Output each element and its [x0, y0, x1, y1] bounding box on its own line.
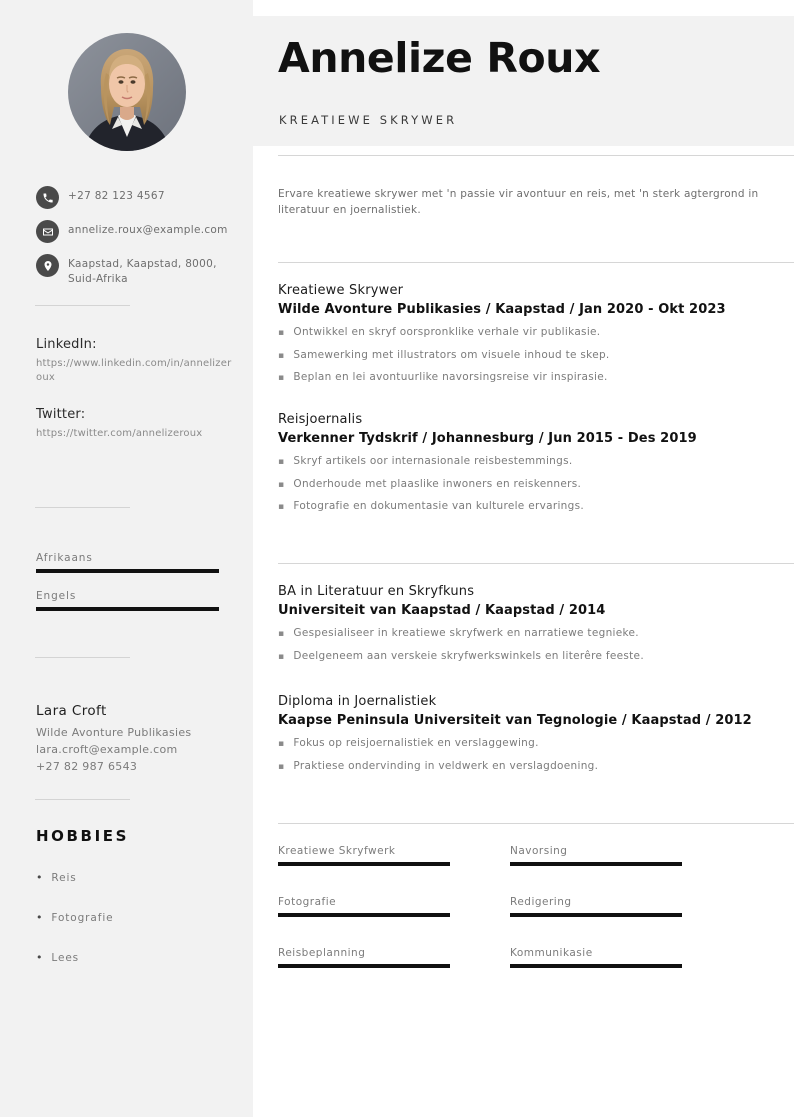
bullet-icon: ▪	[278, 651, 285, 662]
skill-name: Reisbeplanning	[278, 947, 366, 959]
contact-location-value: Kaapstad, Kaapstad, 8000, Suid-Afrika	[68, 258, 217, 285]
skill-level-fill	[278, 964, 450, 968]
education-bullet	[278, 760, 788, 774]
contact-item-email	[36, 220, 232, 243]
experience-entry	[278, 283, 788, 394]
skill-item	[510, 947, 682, 968]
contact-email-value: annelize.roux@example.com	[68, 224, 228, 236]
bullet-icon: •	[36, 951, 44, 964]
skill-level-track	[510, 913, 682, 917]
hobby-item	[36, 872, 236, 884]
sidebar-divider-3	[35, 657, 130, 658]
languages-section	[36, 552, 220, 628]
education-entry	[278, 694, 788, 782]
hobby-label: Fotografie	[51, 912, 114, 924]
section-rule-experience	[278, 262, 794, 263]
skill-item	[278, 845, 450, 866]
bullet-icon: ▪	[278, 761, 285, 772]
bullet-icon: ▪	[278, 457, 285, 467]
bullet-icon: •	[36, 871, 44, 884]
hobby-label: Lees	[51, 952, 80, 964]
section-rule-education	[278, 563, 794, 564]
experience-meta: Verkenner Tydskrif / Johannesburg / Jun 2015 - Des 2019	[278, 431, 697, 446]
skill-level-fill	[510, 862, 682, 866]
bullet-text: Gespesialiseer in kreatiewe skryfwerk en narratiewe tegnieke.	[293, 627, 639, 639]
skill-name: Navorsing	[510, 845, 568, 857]
skill-item	[510, 896, 682, 917]
education-bullet	[278, 737, 788, 751]
bullet-icon: ▪	[278, 629, 285, 639]
sidebar-divider-2	[35, 507, 130, 508]
avatar-portrait-icon	[68, 33, 186, 151]
bullet-text: Beplan en lei avontuurlike navorsingsreise vir inspirasie.	[293, 371, 608, 384]
language-level-fill	[36, 607, 219, 611]
section-rule-skills	[278, 823, 794, 824]
skill-level-track	[278, 913, 450, 917]
bullet-icon: ▪	[278, 502, 285, 513]
education-entry	[278, 584, 788, 672]
bullet-text: Fokus op reisjoernalistiek en verslaggewing.	[293, 737, 539, 749]
language-level-track	[36, 569, 219, 573]
skill-level-track	[510, 862, 682, 866]
hobby-label: Reis	[51, 872, 77, 884]
sidebar	[0, 0, 253, 1117]
avatar	[68, 33, 186, 151]
language-level-track	[36, 607, 219, 611]
sidebar-divider-4	[35, 799, 130, 800]
skill-name: Kommunikasie	[510, 947, 593, 959]
language-name: Afrikaans	[36, 552, 93, 564]
experience-meta: Wilde Avonture Publikasies / Kaapstad / Jan 2020 - Okt 2023	[278, 302, 726, 317]
section-rule-summary	[278, 155, 794, 156]
main-content	[253, 0, 794, 1120]
contact-item-location	[36, 254, 232, 287]
language-name: Engels	[36, 590, 77, 602]
experience-bullet	[278, 500, 788, 514]
skill-level-fill	[510, 913, 682, 917]
skill-level-fill	[510, 964, 682, 968]
social-item-linkedin[interactable]	[36, 337, 232, 385]
skill-item	[278, 947, 450, 968]
skill-name: Fotografie	[278, 896, 337, 908]
reference-phone: +27 82 987 6543	[36, 760, 138, 773]
skill-level-track	[278, 862, 450, 866]
professional-summary: Ervare kreatiewe skrywer met 'n passie vir avontuur en reis, met 'n sterk agtergrond in literatuur en joernalistiek.	[278, 188, 759, 216]
hobbies-section	[36, 827, 236, 992]
skill-name: Redigering	[510, 896, 572, 908]
skill-level-fill	[278, 913, 450, 917]
twitter-label: Twitter:	[36, 407, 86, 422]
education-bullet	[278, 650, 788, 664]
experience-role: Reisjoernalis	[278, 412, 363, 427]
envelope-icon	[36, 220, 59, 243]
bullet-icon: •	[36, 911, 44, 924]
language-item	[36, 590, 220, 611]
experience-role: Kreatiewe Skrywer	[278, 283, 404, 298]
skill-level-fill	[278, 862, 450, 866]
bullet-icon: ▪	[278, 739, 285, 749]
reference-email: lara.croft@example.com	[36, 743, 178, 756]
bullet-text: Ontwikkel en skryf oorspronklike verhale vir publikasie.	[293, 326, 601, 338]
skill-level-track	[278, 964, 450, 968]
sidebar-divider-1	[35, 305, 130, 306]
skills-section	[278, 845, 794, 998]
experience-bullet	[278, 478, 788, 492]
contact-item-phone	[36, 186, 232, 209]
experience-bullet	[278, 371, 788, 385]
experience-entry	[278, 412, 788, 523]
bullet-text: Fotografie en dokumentasie van kulturele ervarings.	[293, 500, 584, 513]
education-degree: Diploma in Joernalistiek	[278, 694, 437, 709]
bullet-icon: ▪	[278, 350, 285, 361]
skill-level-track	[510, 964, 682, 968]
phone-icon	[36, 186, 59, 209]
bullet-icon: ▪	[278, 328, 285, 338]
bullet-text: Deelgeneem aan verskeie skryfwerkswinkels en literêre feeste.	[293, 649, 644, 662]
social-item-twitter[interactable]	[36, 407, 232, 441]
education-bullet	[278, 627, 788, 641]
language-level-fill	[36, 569, 219, 573]
education-meta: Kaapse Peninsula Universiteit van Tegnologie / Kaapstad / 2012	[278, 713, 752, 728]
bullet-icon: ▪	[278, 479, 285, 490]
bullet-icon: ▪	[278, 373, 285, 384]
experience-bullet	[278, 455, 788, 469]
education-degree: BA in Literatuur en Skryfkuns	[278, 584, 475, 599]
skill-item	[510, 845, 682, 866]
contact-list	[36, 186, 232, 298]
education-meta: Universiteit van Kaapstad / Kaapstad / 2014	[278, 603, 606, 618]
experience-bullet	[278, 349, 788, 363]
bullet-text: Samewerking met illustrators om visuele inhoud te skep.	[293, 348, 610, 361]
twitter-url[interactable]: https://twitter.com/annelizeroux	[36, 428, 203, 439]
hobby-item	[36, 912, 236, 924]
reference-section	[36, 703, 236, 775]
bullet-text: Onderhoude met plaaslike inwoners en reiskenners.	[293, 477, 582, 490]
page-title: Annelize Roux	[278, 34, 601, 82]
experience-bullet	[278, 326, 788, 340]
linkedin-url[interactable]: https://www.linkedin.com/in/annelizeroux	[36, 358, 232, 383]
language-item	[36, 552, 220, 573]
contact-phone-value: +27 82 123 4567	[68, 190, 165, 202]
location-pin-icon	[36, 254, 59, 277]
skill-name: Kreatiewe Skryfwerk	[278, 845, 396, 857]
job-title-subtitle: KREATIEWE SKRYWER	[279, 113, 458, 127]
bullet-text: Skryf artikels oor internasionale reisbestemmings.	[293, 455, 573, 467]
linkedin-label: LinkedIn:	[36, 337, 97, 352]
hobbies-title: HOBBIES	[36, 827, 130, 845]
skill-item	[278, 896, 450, 917]
reference-company: Wilde Avonture Publikasies	[36, 726, 192, 739]
reference-name: Lara Croft	[36, 703, 107, 719]
social-links	[36, 337, 232, 463]
hobby-item	[36, 952, 236, 964]
bullet-text: Praktiese ondervinding in veldwerk en verslagdoening.	[293, 759, 599, 772]
